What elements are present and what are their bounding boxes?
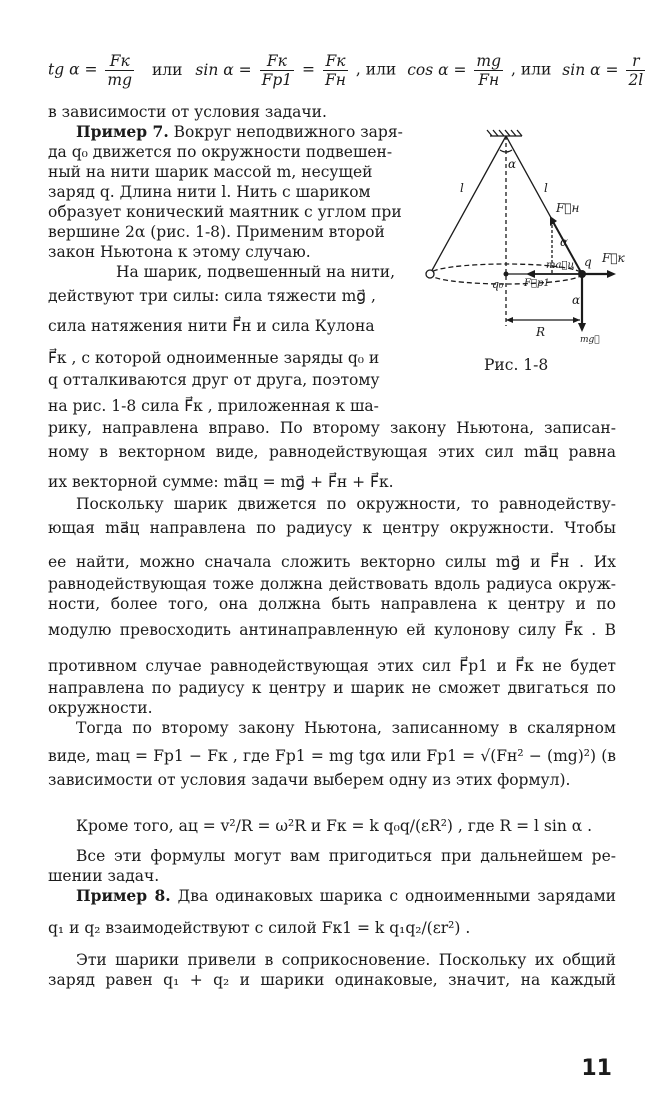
text-line <box>76 122 403 142</box>
or-text: , или <box>355 60 397 79</box>
example-7-label: Пример 7. <box>76 122 169 141</box>
fig-label: F⃗к <box>602 251 625 265</box>
frac-num: Fк <box>260 52 295 71</box>
text-line: равнодействующая тоже должна действовать вдоль радиуса окруж- <box>48 575 616 593</box>
text-line: шении задач. <box>48 867 160 885</box>
text-line: окружности. <box>48 699 153 717</box>
frac-num: Fк <box>105 52 134 71</box>
text-line: сила натяжения нити F⃗н и сила Кулона <box>48 317 375 335</box>
formula-trig-relations <box>48 52 648 89</box>
text-line: виде, maц = Fр1 − Fк , где Fр1 = mg tgα или Fр1 = √(Fн² − (mg)²) (в <box>48 747 616 765</box>
text-span: Вокруг неподвижного заря- <box>173 123 403 141</box>
sin-label: sin α = <box>562 60 619 79</box>
fig-label: α <box>560 235 569 249</box>
mg-arrowhead <box>578 323 586 332</box>
text-line: Эти шарики привели в соприкосновение. Поскольку их общий <box>76 951 616 969</box>
frac-sin1b <box>323 52 348 89</box>
fig-label: mg⃗ <box>580 335 600 345</box>
ball-q <box>578 270 586 278</box>
equals-sign: = <box>302 60 316 79</box>
fig-label: l <box>544 181 548 195</box>
fig-label: q₀ <box>492 278 504 291</box>
frac-tg <box>105 52 134 89</box>
tg-label: tg α = <box>48 60 98 79</box>
text-line: да q₀ движется по окружности подвешен- <box>48 143 393 161</box>
text-line: q отталкиваются друг от друга, поэтому <box>48 371 380 389</box>
fig-label: q <box>584 255 592 269</box>
page-number: 11 <box>581 1056 612 1081</box>
text-line: ющая ma⃗ц направлена по радиусу к центру окружности. Чтобы <box>48 519 616 537</box>
ceiling-hatch <box>487 130 522 136</box>
fig-label: α <box>508 157 517 171</box>
fig-label: F⃗р1 <box>524 278 550 289</box>
cos-label: cos α = <box>407 60 467 79</box>
text-span: Два одинаковых шарика с одноименными зарядами <box>177 887 617 905</box>
fig-label: l <box>460 181 464 195</box>
frac-den: mg <box>107 71 133 89</box>
frac-num: Fк <box>323 52 348 71</box>
fig-label: F⃗н <box>556 201 580 215</box>
text-line: рику, направлена вправо. По второму закону Ньютона, записан- <box>48 419 616 437</box>
text-line: действуют три силы: сила тяжести mg⃗ , <box>48 287 376 305</box>
fp1-arrowhead <box>526 270 535 278</box>
conical-pendulum-figure <box>420 128 625 348</box>
frac-den: Fн <box>324 71 346 89</box>
frac-num: r <box>626 52 645 71</box>
text-line: закон Ньютона к этому случаю. <box>48 243 311 261</box>
text-line: в зависимости от условия задачи. <box>48 103 327 121</box>
frac-num: mg <box>476 52 502 70</box>
text-line: модулю превосходить антинаправленную ей кулонову силу F⃗к . В <box>48 621 616 639</box>
text-line: ному в векторном виде, равнодействующая этих сил ma⃗ц равна <box>48 443 616 461</box>
frac-den: Fр1 <box>261 71 293 89</box>
charge-q0 <box>504 272 509 277</box>
text-line: ности, более того, она должна быть направлена к центру и по <box>48 595 616 613</box>
thread-left <box>430 136 506 274</box>
frac-cos <box>474 52 503 89</box>
frac-sin1 <box>260 52 295 89</box>
text-line: Все эти формулы могут вам пригодиться при дальнейшем ре- <box>76 847 616 865</box>
fk-arrowhead <box>607 270 616 278</box>
frac-sin2 <box>626 52 645 89</box>
figure-caption: Рис. 1-8 <box>484 356 549 374</box>
frac-den: 2l <box>628 71 644 89</box>
text-line: их векторной сумме: ma⃗ц = mg⃗ + F⃗н + F⃗к. <box>48 473 394 491</box>
text-line: ный на нити шарик массой m, несущей <box>48 163 373 181</box>
sin-label: sin α = <box>195 60 252 79</box>
text-line: Поскольку шарик движется по окружности, то равнодейству- <box>76 495 616 513</box>
fig-label: α <box>572 293 581 307</box>
text-line: заряд равен q₁ + q₂ и шарики одинаковые, значит, на каждый <box>48 971 616 989</box>
example-8-label: Пример 8. <box>76 886 171 905</box>
text-line: вершине 2α (рис. 1-8). Применим второй <box>48 223 385 241</box>
text-line: на рис. 1-8 сила F⃗к , приложенная к ша- <box>48 397 379 415</box>
text-line: Кроме того, aц = v²/R = ω²R и Fк = k q₀q/(εR²) , где R = l sin α . <box>76 817 593 835</box>
text-line: заряд q. Длина нити l. Нить с шариком <box>48 183 371 201</box>
text-line: На шарик, подвешенный на нити, <box>116 263 396 281</box>
text-line: q₁ и q₂ взаимодействуют с силой Fк1 = k q₁q₂/(εr²) . <box>48 919 471 937</box>
or-text: , или <box>510 60 552 79</box>
ball-left <box>426 270 434 278</box>
fig-label: ma⃗ц <box>546 260 575 271</box>
text-line: зависимости от условия задачи выберем одну из этих формул). <box>48 771 571 789</box>
frac-den: Fн <box>478 71 500 89</box>
text-line: F⃗к , с которой одноименные заряды q₀ и <box>48 349 380 367</box>
text-line: направлена по радиусу к центру и шарик не сможет двигаться по <box>48 679 616 697</box>
text-line: образует конический маятник с углом при <box>48 203 402 221</box>
text-line: Тогда по второму закону Ньютона, записанному в скалярном <box>76 719 616 737</box>
fig-label: R <box>536 325 546 339</box>
or-text: или <box>151 60 183 79</box>
text-line <box>76 886 616 906</box>
text-line: противном случае равнодействующая этих сил F⃗р1 и F⃗к не будет <box>48 657 616 675</box>
text-line: ее найти, можно сначала сложить векторно силы mg⃗ и F⃗н . Их <box>48 553 616 571</box>
